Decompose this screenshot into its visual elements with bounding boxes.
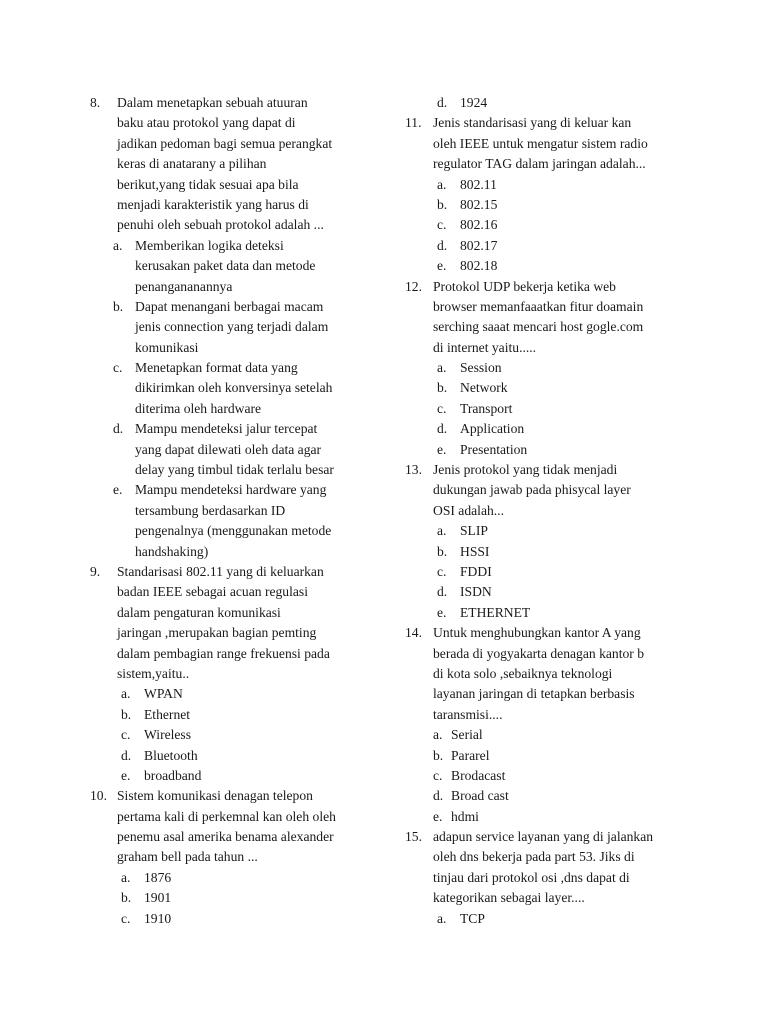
question-stem-line: berada di yogyakarta denagan kantor b xyxy=(433,645,644,661)
option-letter: b. xyxy=(121,890,132,906)
option-text: 802.11 xyxy=(460,176,497,192)
question-number: 14. xyxy=(405,625,422,641)
answer-option xyxy=(405,358,695,378)
option-text: Transport xyxy=(460,400,513,416)
option-letter: d. xyxy=(113,421,124,437)
option-letter: c. xyxy=(437,217,447,233)
option-letter: b. xyxy=(433,747,444,763)
question-stem-line: Jenis standarisasi yang di keluar kan xyxy=(433,115,632,131)
option-letter: a. xyxy=(437,523,447,539)
answer-option xyxy=(405,236,695,256)
answer-option xyxy=(405,175,695,195)
option-text: Wireless xyxy=(144,727,192,743)
question-stem-line: dalam pembagian range frekuensi pada xyxy=(117,645,330,661)
question-number: 13. xyxy=(405,462,422,478)
option-letter: c. xyxy=(437,400,447,416)
option-letter: b. xyxy=(437,543,448,559)
option-letter: e. xyxy=(113,482,123,498)
question-line xyxy=(90,93,380,113)
option-text: TCP xyxy=(460,910,485,926)
question-stem-line: adapun service layanan yang di jalankan xyxy=(433,829,654,845)
option-text: kerusakan paket data dan metode xyxy=(135,258,316,274)
option-text: Broad cast xyxy=(451,788,509,804)
question-stem-line: jaringan ,merupakan bagian pemting xyxy=(117,625,317,641)
option-letter: d. xyxy=(437,584,448,600)
option-text: diterima oleh hardware xyxy=(135,400,262,416)
question-stem-line: tinjau dari protokol osi ,dns dapat di xyxy=(433,869,630,885)
answer-option xyxy=(405,582,695,602)
question-stem-line: graham bell pada tahun ... xyxy=(117,849,258,865)
question-stem-line: regulator TAG dalam jaringan adalah... xyxy=(433,156,646,172)
option-letter: a. xyxy=(121,869,131,885)
question-stem-line: Sistem komunikasi denagan telepon xyxy=(117,788,313,804)
option-letter: c. xyxy=(121,910,131,926)
answer-option xyxy=(90,868,380,888)
answer-option xyxy=(405,93,695,113)
question-stem-line: pertama kali di perkemnal kan oleh oleh xyxy=(117,808,336,824)
option-text: WPAN xyxy=(144,686,183,702)
option-text: Application xyxy=(460,421,525,437)
option-text: yang dapat dilewati oleh data agar xyxy=(135,441,322,457)
question-8 xyxy=(90,93,380,562)
question-10 xyxy=(90,786,380,929)
option-letter: c. xyxy=(437,563,447,579)
answer-option xyxy=(405,725,695,745)
option-letter: e. xyxy=(437,604,447,620)
question-stem-line: serching saaat mencari host gogle.com xyxy=(433,319,644,335)
question-stem-line: jadikan pedoman bagi semua perangkat xyxy=(117,135,333,151)
option-text: Brodacast xyxy=(451,767,506,783)
answer-option xyxy=(405,542,695,562)
option-text: Dapat menangani berbagai macam xyxy=(135,298,324,314)
question-stem-line: di kota solo ,sebaiknya teknologi xyxy=(433,665,613,681)
answer-option xyxy=(405,766,695,786)
option-text: penangananannya xyxy=(135,278,233,294)
question-stem-line: layanan jaringan di tetapkan berbasis xyxy=(433,686,635,702)
option-letter: a. xyxy=(113,237,123,253)
question-9 xyxy=(90,562,380,786)
question-15 xyxy=(405,827,695,929)
option-text: 802.15 xyxy=(460,196,498,212)
option-text: komunikasi xyxy=(135,339,199,355)
question-number: 12. xyxy=(405,278,422,294)
question-stem-line: Protokol UDP bekerja ketika web xyxy=(433,278,616,294)
question-stem-line: baku atau protokol yang dapat di xyxy=(117,115,296,131)
question-13 xyxy=(405,460,695,623)
question-number: 10. xyxy=(90,788,107,804)
option-text: handshaking) xyxy=(135,543,209,559)
option-text: broadband xyxy=(144,767,202,783)
question-stem-line: Jenis protokol yang tidak menjadi xyxy=(433,462,618,478)
question-stem-line: kategorikan sebagai layer.... xyxy=(433,890,585,906)
option-text: Mampu mendeteksi hardware yang xyxy=(135,482,327,498)
question-stem-line: sistem,yaitu.. xyxy=(117,665,190,681)
option-letter: b. xyxy=(437,380,448,396)
answer-option xyxy=(90,684,380,704)
option-letter: b. xyxy=(121,706,132,722)
option-text: Presentation xyxy=(460,441,528,457)
option-letter: d. xyxy=(437,421,448,437)
question-stem-line: Untuk menghubungkan kantor A yang xyxy=(433,625,641,641)
answer-option xyxy=(405,807,695,827)
answer-option xyxy=(90,358,380,378)
option-text: hdmi xyxy=(451,808,479,824)
question-number: 15. xyxy=(405,829,422,845)
answer-option xyxy=(405,521,695,541)
question-stem-line: badan IEEE sebagai acuan regulasi xyxy=(117,584,308,600)
answer-option xyxy=(90,236,380,256)
answer-option xyxy=(90,480,380,500)
answer-option xyxy=(90,297,380,317)
question-stem-line: berikut,yang tidak sesuai apa bila xyxy=(117,176,299,192)
answer-option xyxy=(405,786,695,806)
option-letter: c. xyxy=(113,360,123,376)
answer-option xyxy=(90,725,380,745)
option-text: ISDN xyxy=(460,584,492,600)
option-text: Menetapkan format data yang xyxy=(135,360,298,376)
question-number: 8. xyxy=(90,95,101,110)
answer-option xyxy=(90,419,380,439)
question-stem-line: dukungan jawab pada phisycal layer xyxy=(433,482,631,498)
answer-option xyxy=(405,419,695,439)
question-stem-line: Standarisasi 802.11 yang di keluarkan xyxy=(117,563,324,579)
option-text: Session xyxy=(460,360,502,376)
answer-option xyxy=(90,746,380,766)
option-letter: a. xyxy=(433,727,443,743)
option-text: 802.16 xyxy=(460,217,498,233)
question-stem-line: oleh dns bekerja pada part 53. Jiks di xyxy=(433,849,635,865)
option-letter: e. xyxy=(437,441,447,457)
option-text: 802.17 xyxy=(460,237,498,253)
option-text: 1910 xyxy=(144,910,172,926)
option-text: Pararel xyxy=(451,747,490,763)
question-stem-line: penemu asal amerika benama alexander xyxy=(117,829,334,845)
question-14 xyxy=(405,623,695,827)
option-letter: b. xyxy=(113,298,124,314)
answer-option xyxy=(405,440,695,460)
question-stem-line: keras di anatarany a pilihan xyxy=(117,156,267,172)
answer-option xyxy=(90,888,380,908)
question-stem-line: OSI adalah... xyxy=(433,502,504,518)
option-text: ETHERNET xyxy=(460,604,531,620)
question-stem-line: oleh IEEE untuk mengatur sistem radio xyxy=(433,135,648,151)
question-number: 9. xyxy=(90,563,101,579)
option-text: SLIP xyxy=(460,523,488,539)
option-text: Bluetooth xyxy=(144,747,198,763)
option-text: Network xyxy=(460,380,508,396)
option-letter: a. xyxy=(121,686,131,702)
answer-option xyxy=(405,603,695,623)
option-text: HSSI xyxy=(460,543,490,559)
answer-option xyxy=(405,378,695,398)
answer-option xyxy=(90,766,380,786)
option-text: Memberikan logika deteksi xyxy=(135,237,284,253)
question-number: 11. xyxy=(405,115,422,131)
option-text: 1924 xyxy=(460,95,488,110)
question-stem-line: taransmisi.... xyxy=(433,706,503,722)
question-stem-line: Dalam menetapkan sebuah atuuran xyxy=(117,95,308,110)
question-11 xyxy=(405,113,695,276)
question-10-continued xyxy=(405,93,695,113)
option-text: Mampu mendeteksi jalur tercepat xyxy=(135,421,318,437)
answer-option xyxy=(405,562,695,582)
question-12 xyxy=(405,277,695,461)
option-letter: a. xyxy=(437,176,447,192)
option-letter: a. xyxy=(437,360,447,376)
option-text: delay yang timbul tidak terlalu besar xyxy=(135,462,334,478)
answer-option xyxy=(405,256,695,276)
left-column xyxy=(90,93,380,929)
option-letter: e. xyxy=(433,808,443,824)
answer-option xyxy=(405,909,695,929)
question-stem-line: penuhi oleh sebuah protokol adalah ... xyxy=(117,217,324,233)
option-letter: d. xyxy=(437,95,448,110)
option-text: tersambung berdasarkan ID xyxy=(135,502,286,518)
option-letter: e. xyxy=(437,258,447,274)
option-text: jenis connection yang terjadi dalam xyxy=(135,319,329,335)
question-stem-line: di internet yaitu..... xyxy=(433,339,537,355)
option-letter: a. xyxy=(437,910,447,926)
answer-option xyxy=(405,215,695,235)
question-stem-line: menjadi karakteristik yang harus di xyxy=(117,196,309,212)
option-text: 1901 xyxy=(144,890,172,906)
option-text: 802.18 xyxy=(460,258,498,274)
option-letter: c. xyxy=(433,767,443,783)
option-letter: b. xyxy=(437,196,448,212)
option-letter: d. xyxy=(437,237,448,253)
answer-option xyxy=(405,399,695,419)
question-stem-line: dalam pengaturan komunikasi xyxy=(117,604,281,620)
option-letter: c. xyxy=(121,727,131,743)
answer-option xyxy=(405,746,695,766)
option-letter: d. xyxy=(121,747,132,763)
option-text: FDDI xyxy=(460,563,492,579)
question-stem-line: browser memanfaaatkan fitur doamain xyxy=(433,298,644,314)
answer-option xyxy=(405,195,695,215)
option-text: Serial xyxy=(451,727,483,743)
answer-option xyxy=(90,909,380,929)
option-letter: d. xyxy=(433,788,444,804)
option-text: pengenalnya (menggunakan metode xyxy=(135,523,332,539)
option-letter: e. xyxy=(121,767,131,783)
option-text: dikirimkan oleh konversinya setelah xyxy=(135,380,333,396)
right-column xyxy=(405,93,695,929)
answer-option xyxy=(90,705,380,725)
option-text: Ethernet xyxy=(144,706,191,722)
option-text: 1876 xyxy=(144,869,172,885)
